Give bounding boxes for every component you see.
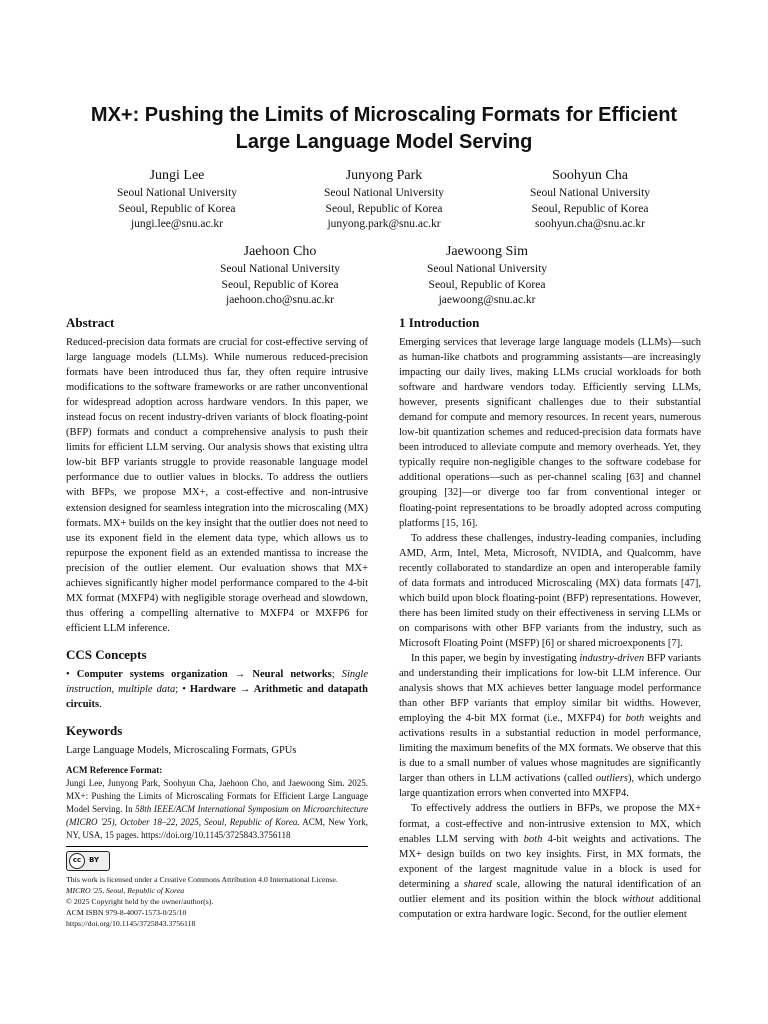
author-name: Junyong Park	[345, 168, 423, 183]
author-email[interactable]: junyong.park@snu.ac.kr	[327, 218, 441, 230]
author-name: Soohyun Cha	[552, 168, 628, 183]
author-email[interactable]: jungi.lee@snu.ac.kr	[130, 218, 224, 230]
abstract-heading: Abstract	[66, 315, 115, 330]
acm-reference-part: ACM, New York, NY, USA, 15 pages. https://doi.org/10.1145/3725843.3756118	[66, 816, 369, 840]
acm-reference-text	[66, 777, 368, 842]
text-run: additional computation or extra hardware logic. Second, for the outlier element	[399, 893, 701, 920]
cc-icon: cc	[69, 853, 85, 869]
ccs-separator: ; •	[175, 683, 190, 695]
acm-reference-heading: ACM Reference Format:	[66, 764, 163, 775]
author-block	[170, 242, 390, 309]
acm-reference-part: Jungi Lee, Junyong Park, Soohyun Cha, Jaehoon Cho, and Jaewoong Sim. 2025. MX+: Pushing the Limits of Microscaling Formats for Efficient Large Language Model Serving. In	[66, 777, 368, 814]
ccs-end: .	[99, 698, 102, 710]
ccs-term: Hardware → Arithmetic and datapath circuits	[66, 683, 368, 710]
author-email[interactable]: soohyun.cha@snu.ac.kr	[535, 218, 645, 230]
text-run: To effectively address the outliers in BFPs, we propose the MX+ format, a cost-effective and non-intrusive extension to MX, which enables LLM serving with	[399, 803, 701, 845]
author-block	[480, 166, 700, 233]
introduction-heading: 1 Introduction	[399, 315, 480, 330]
text-run: without	[622, 893, 654, 905]
author-block	[274, 166, 494, 233]
by-icon: BY	[89, 856, 100, 865]
author-block	[67, 166, 287, 233]
cc-by-badge[interactable]	[66, 851, 110, 871]
text-run: scale, allowing the natural identification of an outlier element and its position within the block	[399, 878, 701, 905]
abstract-text: Reduced-precision data formats are crucial for cost-effective serving of large language models (LLMs). While numerous reduced-precision formats have been introduced thus far, they often require intrusive modifications to the software frameworks or are rather unconventional for widespread adoption across hardware vendors. In this paper, we instead focus on recent industry-driven variants of block floating-point (BFP) formats and conduct a comprehensive analysis to push their limits for efficient LLM serving. Our analysis shows that existing ultra low-bit BFP variants struggle to provide reasonable language model performance due to outlier values in blocks. To address the outliers with BFPs, we propose MX+, a cost-effective and non-intrusive extension designed for seamless integration into the microscaling (MX) formats. MX+ builds on the key insight that the outlier does not need to use its exponent field in the element data type, which allows us to repurpose the exponent field as an extended mantissa to increase the precision of the outlier element. Our evaluation shows that MX+ achieves significantly higher model performance compared to the 4-bit MX format (MXFP4) with negligible storage overhead and slowdown, thus offering a compelling alternative to MXFP4 or MXFP6 for efficient LLM inference.	[66, 337, 368, 634]
author-affiliation: Seoul National University	[529, 187, 651, 199]
isbn-line: ACM ISBN 979-8-4007-1573-0/25/10	[66, 907, 187, 917]
author-name: Jungi Lee	[149, 168, 205, 183]
doi-line[interactable]: https://doi.org/10.1145/3725843.3756118	[66, 918, 196, 928]
ccs-separator: ;	[331, 668, 342, 680]
intro-paragraph	[399, 801, 701, 921]
author-block	[377, 242, 597, 309]
text-run: ), which undergo large quantization errors when converted into MXFP4.	[399, 773, 701, 800]
text-run: In this paper, we begin by investigating	[411, 652, 580, 664]
author-email[interactable]: jaehoon.cho@snu.ac.kr	[226, 294, 334, 306]
author-email[interactable]: jaewoong@snu.ac.kr	[438, 294, 536, 306]
text-run: weights and activations results in a substantial reduction in model performance, limiting the maximum benefits of the MX formats. We observe that this is due to a small number of values whose magnitudes are significantly larger than others in LLM activations (called	[399, 713, 702, 785]
keywords-text: Large Language Models, Microscaling Formats, GPUs	[66, 744, 297, 756]
author-location: Seoul, Republic of Korea	[221, 278, 339, 291]
text-run: 4-bit weights and activations. The MX+ design builds on two key insights. First, in MX formats, the exponent of the largest magnitude value in a block is used for determining a	[399, 833, 702, 890]
acm-reference-venue: 58th IEEE/ACM International Symposium on Microarchitecture (MICRO '25), October 18–22, 2025, Seoul, Republic of Korea.	[66, 803, 368, 827]
license-divider	[66, 846, 368, 847]
author-affiliation: Seoul National University	[219, 263, 341, 275]
copyright-line: © 2025 Copyright held by the owner/author(s).	[66, 896, 214, 906]
author-location: Seoul, Republic of Korea	[118, 202, 236, 215]
text-run: both	[523, 833, 543, 845]
conference-line: MICRO '25, Seoul, Republic of Korea	[66, 885, 185, 895]
author-location: Seoul, Republic of Korea	[531, 202, 649, 215]
ccs-concepts	[66, 667, 368, 712]
right-column	[399, 314, 701, 922]
author-location: Seoul, Republic of Korea	[325, 202, 443, 215]
intro-paragraph: To address these challenges, industry-leading companies, including AMD, Arm, Intel, Meta, Microsoft, NVIDIA, and Qualcomm, have recently collaborated to standardize an open and interoperable family of data formats and introduced Microscaling (MX) data formats [47], which build upon block floating-point (BFP) representations. However, there has been limited study on their effectiveness in serving LLMs or on comparisons with other BFP variants from the industry, such as Microsoft Floating Point (MSFP) [6] or shared microexponents [7].	[399, 532, 701, 649]
title-line-2: Large Language Model Serving	[235, 131, 533, 153]
left-column	[66, 314, 368, 929]
text-run: both	[625, 713, 645, 725]
keywords-heading: Keywords	[66, 722, 123, 738]
author-affiliation: Seoul National University	[323, 187, 445, 199]
text-run: BFP variants and understanding their implications for low-bit LLM inference. Our analysis shows that MX achieves better language model performance than other BFP variants that employ similar bit widths. However, employing the 4-bit MX format (i.e., MXFP4) for	[399, 652, 701, 725]
text-run: industry-driven	[579, 652, 645, 664]
ccs-bullet: •	[66, 668, 77, 680]
ccs-term: Computer systems organization → Neural networks	[76, 668, 332, 680]
title-line-1: MX+: Pushing the Limits of Microscaling Formats for Efficient	[90, 104, 678, 126]
text-run: shared	[463, 878, 492, 890]
acm-reference	[66, 764, 368, 842]
intro-paragraph	[399, 651, 701, 801]
intro-paragraph: Emerging services that leverage large language models (LLMs)—such as human-like chatbots and programming assistants—are increasingly impacting our daily lives, making LLMs crucial workloads for both software and hardware vendors today. Efficiently serving LLMs, however, presents significant challenges due to their substantial demand for compute and memory resources. In recent years, numerous low-bit quantization schemes and reduced-precision data formats have been introduced to alleviate compute and memory overheads. Yet, they typically require non-negligible changes to the software codebase for additional operations—such as per-channel scaling [63] and channel grouping [32]—or diverge too far from conventional integer or floating-point representations to be broadly adopted across computing platforms [15, 16].	[399, 337, 701, 529]
author-name: Jaewoong Sim	[445, 244, 529, 259]
ccs-heading: CCS Concepts	[66, 646, 147, 662]
license-line: This work is licensed under a Creative Commons Attribution 4.0 International License.	[66, 874, 338, 884]
author-affiliation: Seoul National University	[426, 263, 548, 275]
author-location: Seoul, Republic of Korea	[428, 278, 546, 291]
paper-title	[40, 102, 728, 156]
text-run: outliers	[595, 773, 628, 785]
author-affiliation: Seoul National University	[116, 187, 238, 199]
author-name: Jaehoon Cho	[243, 244, 317, 259]
license-block	[66, 874, 368, 929]
ccs-term: Single instruction, multiple data	[66, 668, 368, 695]
